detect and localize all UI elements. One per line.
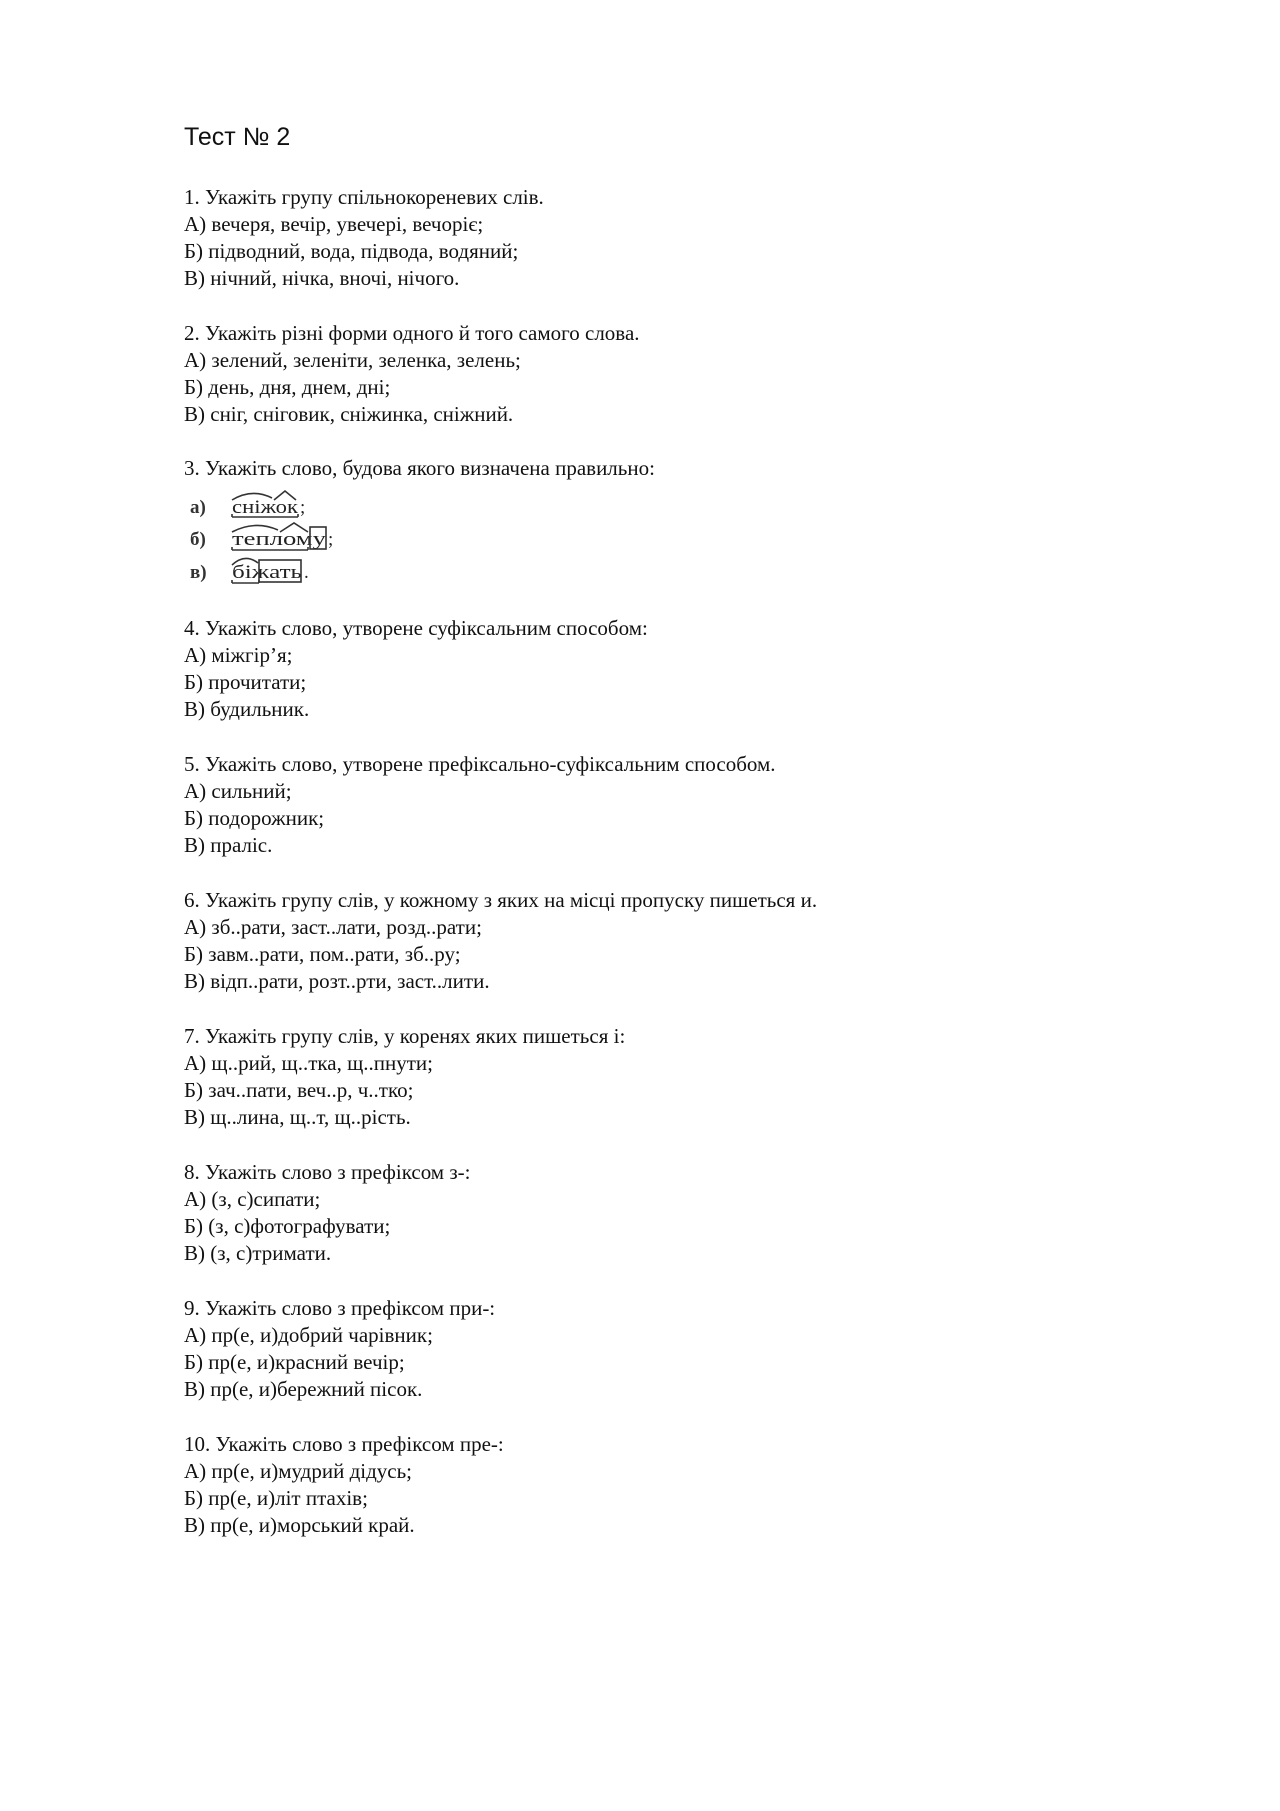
question-prompt: 7. Укажіть групу слів, у коренях яких пишеться і: (184, 1024, 626, 1048)
question-4 (184, 615, 1184, 723)
morpheme-svg-a (190, 490, 390, 522)
answer-option: Б) пр(е, и)літ птахів; (184, 1486, 368, 1510)
question-9 (184, 1295, 1184, 1403)
question-2 (184, 320, 1184, 428)
question-8 (184, 1159, 1184, 1267)
question-prompt: 9. Укажіть слово з префіксом при-: (184, 1296, 496, 1320)
question-prompt: 2. Укажіть різні форми одного й того самого слова. (184, 321, 640, 345)
answer-option: А) міжгір’я; (184, 643, 293, 667)
morpheme-svg-c (190, 555, 390, 587)
morpheme-figure (184, 488, 1184, 587)
answer-option: В) пр(е, и)морський край. (184, 1513, 415, 1537)
question-1 (184, 184, 1184, 292)
answer-option: В) праліс. (184, 833, 273, 857)
answer-option: Б) (з, с)фотографувати; (184, 1214, 391, 1238)
answer-option: А) пр(е, и)добрий чарівник; (184, 1323, 433, 1347)
answer-option: В) сніг, сніговик, сніжинка, сніжний. (184, 402, 514, 426)
option-letter: б) (190, 529, 206, 550)
answer-option: В) щ..лина, щ..т, щ..рість. (184, 1105, 411, 1129)
answer-option: Б) прочитати; (184, 670, 307, 694)
answer-option: А) пр(е, и)мудрий дідусь; (184, 1459, 413, 1483)
answer-option: В) нічний, нічка, вночі, нічого. (184, 266, 460, 290)
answer-option: Б) пр(е, и)красний вечір; (184, 1350, 405, 1374)
morpheme-punct: ; (328, 529, 334, 550)
answer-option: А) (з, с)сипати; (184, 1187, 321, 1211)
answer-option: А) зелений, зеленіти, зеленка, зелень; (184, 348, 521, 372)
morpheme-option-a (190, 490, 390, 520)
answer-option: А) щ..рий, щ..тка, щ..пнути; (184, 1051, 434, 1075)
morpheme-word: сніжок (232, 497, 299, 518)
answer-option: А) зб..рати, заст..лати, розд..рати; (184, 915, 482, 939)
test-title: Тест № 2 (184, 123, 291, 151)
answer-option: В) пр(е, и)бережний пісок. (184, 1377, 423, 1401)
morpheme-option-c (190, 555, 390, 585)
option-letter: в) (190, 562, 207, 583)
question-prompt: 1. Укажіть групу спільнокореневих слів. (184, 185, 544, 209)
morpheme-option-b (190, 522, 390, 552)
answer-option: В) будильник. (184, 697, 310, 721)
question-prompt: 6. Укажіть групу слів, у кожному з яких на місці пропуску пишеться и. (184, 888, 818, 912)
answer-option: Б) подорожник; (184, 806, 325, 830)
answer-option: Б) зач..пати, веч..р, ч..тко; (184, 1078, 414, 1102)
question-prompt: 4. Укажіть слово, утворене суфіксальним способом: (184, 616, 648, 640)
answer-option: В) відп..рати, розт..рти, заст..лити. (184, 969, 490, 993)
question-5 (184, 751, 1184, 859)
morpheme-word: тепломy (232, 529, 327, 550)
question-prompt: 10. Укажіть слово з префіксом пре-: (184, 1432, 504, 1456)
answer-option: Б) день, дня, днем, дні; (184, 375, 391, 399)
question-prompt: 5. Укажіть слово, утворене префіксально-суфіксальним способом. (184, 752, 776, 776)
answer-option: Б) завм..рати, пом..рати, зб..ру; (184, 942, 461, 966)
morpheme-punct: . (304, 562, 309, 583)
question-3 (184, 455, 1184, 587)
question-10 (184, 1431, 1184, 1539)
morpheme-punct: ; (300, 497, 306, 518)
answer-option: Б) підводний, вода, підвода, водяний; (184, 239, 519, 263)
question-prompt: 3. Укажіть слово, будова якого визначена правильно: (184, 456, 655, 480)
question-6 (184, 887, 1184, 995)
morpheme-word: біжать (232, 562, 303, 583)
answer-option: А) сильний; (184, 779, 292, 803)
morpheme-svg-b (190, 522, 390, 554)
question-prompt: 8. Укажіть слово з префіксом з-: (184, 1160, 471, 1184)
answer-option: А) вечеря, вечір, увечері, вечоріє; (184, 212, 484, 236)
option-letter: а) (190, 497, 206, 518)
answer-option: В) (з, с)тримати. (184, 1241, 332, 1265)
question-7 (184, 1023, 1184, 1131)
